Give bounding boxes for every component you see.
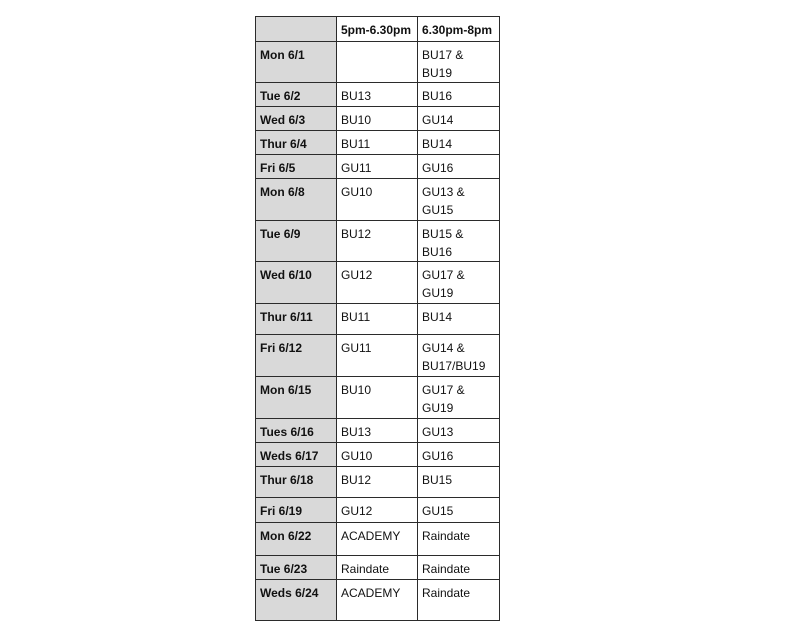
header-row [256, 17, 500, 42]
day-cell: Tues 6/16 [256, 419, 337, 443]
late-slot-cell: BU16 [418, 83, 500, 107]
day-cell: Tue 6/23 [256, 556, 337, 580]
late-slot-cell: GU15 [418, 498, 500, 523]
day-cell: Wed 6/3 [256, 107, 337, 131]
day-cell: Weds 6/17 [256, 443, 337, 467]
day-cell: Tue 6/2 [256, 83, 337, 107]
early-slot-cell: GU12 [337, 262, 418, 304]
table-row [256, 107, 500, 131]
early-slot-cell: ACADEMY [337, 523, 418, 556]
table-row [256, 335, 500, 377]
early-slot-cell: BU12 [337, 467, 418, 498]
late-slot-cell: BU14 [418, 131, 500, 155]
early-slot-cell: GU11 [337, 335, 418, 377]
table-row [256, 556, 500, 580]
late-slot-cell: GU17 & GU19 [418, 262, 500, 304]
late-slot-cell: BU15 & BU16 [418, 221, 500, 262]
late-slot-cell: GU17 & GU19 [418, 377, 500, 419]
table-row [256, 131, 500, 155]
day-cell: Mon 6/22 [256, 523, 337, 556]
table-row [256, 443, 500, 467]
table-row [256, 262, 500, 304]
table-row [256, 580, 500, 621]
late-slot-cell: GU13 & GU15 [418, 179, 500, 221]
day-cell: Tue 6/9 [256, 221, 337, 262]
table-row [256, 498, 500, 523]
late-slot-cell: GU16 [418, 443, 500, 467]
early-slot-cell: GU12 [337, 498, 418, 523]
day-cell: Wed 6/10 [256, 262, 337, 304]
table-row [256, 377, 500, 419]
practice-schedule-table [255, 16, 500, 621]
table-row [256, 523, 500, 556]
early-slot-cell: BU13 [337, 419, 418, 443]
header-corner-cell [256, 17, 337, 42]
schedule-body [256, 17, 500, 621]
day-cell: Fri 6/12 [256, 335, 337, 377]
early-slot-cell: BU11 [337, 304, 418, 335]
late-slot-cell: BU14 [418, 304, 500, 335]
late-slot-cell: BU15 [418, 467, 500, 498]
day-cell: Mon 6/8 [256, 179, 337, 221]
early-slot-cell: BU10 [337, 377, 418, 419]
day-cell: Mon 6/1 [256, 42, 337, 83]
day-cell: Thur 6/11 [256, 304, 337, 335]
late-slot-cell: BU17 & BU19 [418, 42, 500, 83]
day-cell: Thur 6/18 [256, 467, 337, 498]
late-slot-cell: GU16 [418, 155, 500, 179]
header-early-slot: 5pm-6.30pm [337, 17, 418, 42]
early-slot-cell: GU10 [337, 443, 418, 467]
day-cell: Thur 6/4 [256, 131, 337, 155]
day-cell: Fri 6/5 [256, 155, 337, 179]
late-slot-cell: GU14 & BU17/BU19 [418, 335, 500, 377]
early-slot-cell: Raindate [337, 556, 418, 580]
day-cell: Fri 6/19 [256, 498, 337, 523]
early-slot-cell: BU10 [337, 107, 418, 131]
day-cell: Weds 6/24 [256, 580, 337, 621]
table-row [256, 179, 500, 221]
header-late-slot: 6.30pm-8pm [418, 17, 500, 42]
day-cell: Mon 6/15 [256, 377, 337, 419]
table-row [256, 221, 500, 262]
late-slot-cell: Raindate [418, 556, 500, 580]
early-slot-cell: BU13 [337, 83, 418, 107]
early-slot-cell: GU11 [337, 155, 418, 179]
table-row [256, 42, 500, 83]
table-row [256, 83, 500, 107]
late-slot-cell: Raindate [418, 523, 500, 556]
table-row [256, 467, 500, 498]
early-slot-cell: BU12 [337, 221, 418, 262]
late-slot-cell: Raindate [418, 580, 500, 621]
table-row [256, 304, 500, 335]
table-row [256, 155, 500, 179]
late-slot-cell: GU14 [418, 107, 500, 131]
early-slot-cell: BU11 [337, 131, 418, 155]
late-slot-cell: GU13 [418, 419, 500, 443]
early-slot-cell: GU10 [337, 179, 418, 221]
early-slot-cell: ACADEMY [337, 580, 418, 621]
table-row [256, 419, 500, 443]
early-slot-cell [337, 42, 418, 83]
